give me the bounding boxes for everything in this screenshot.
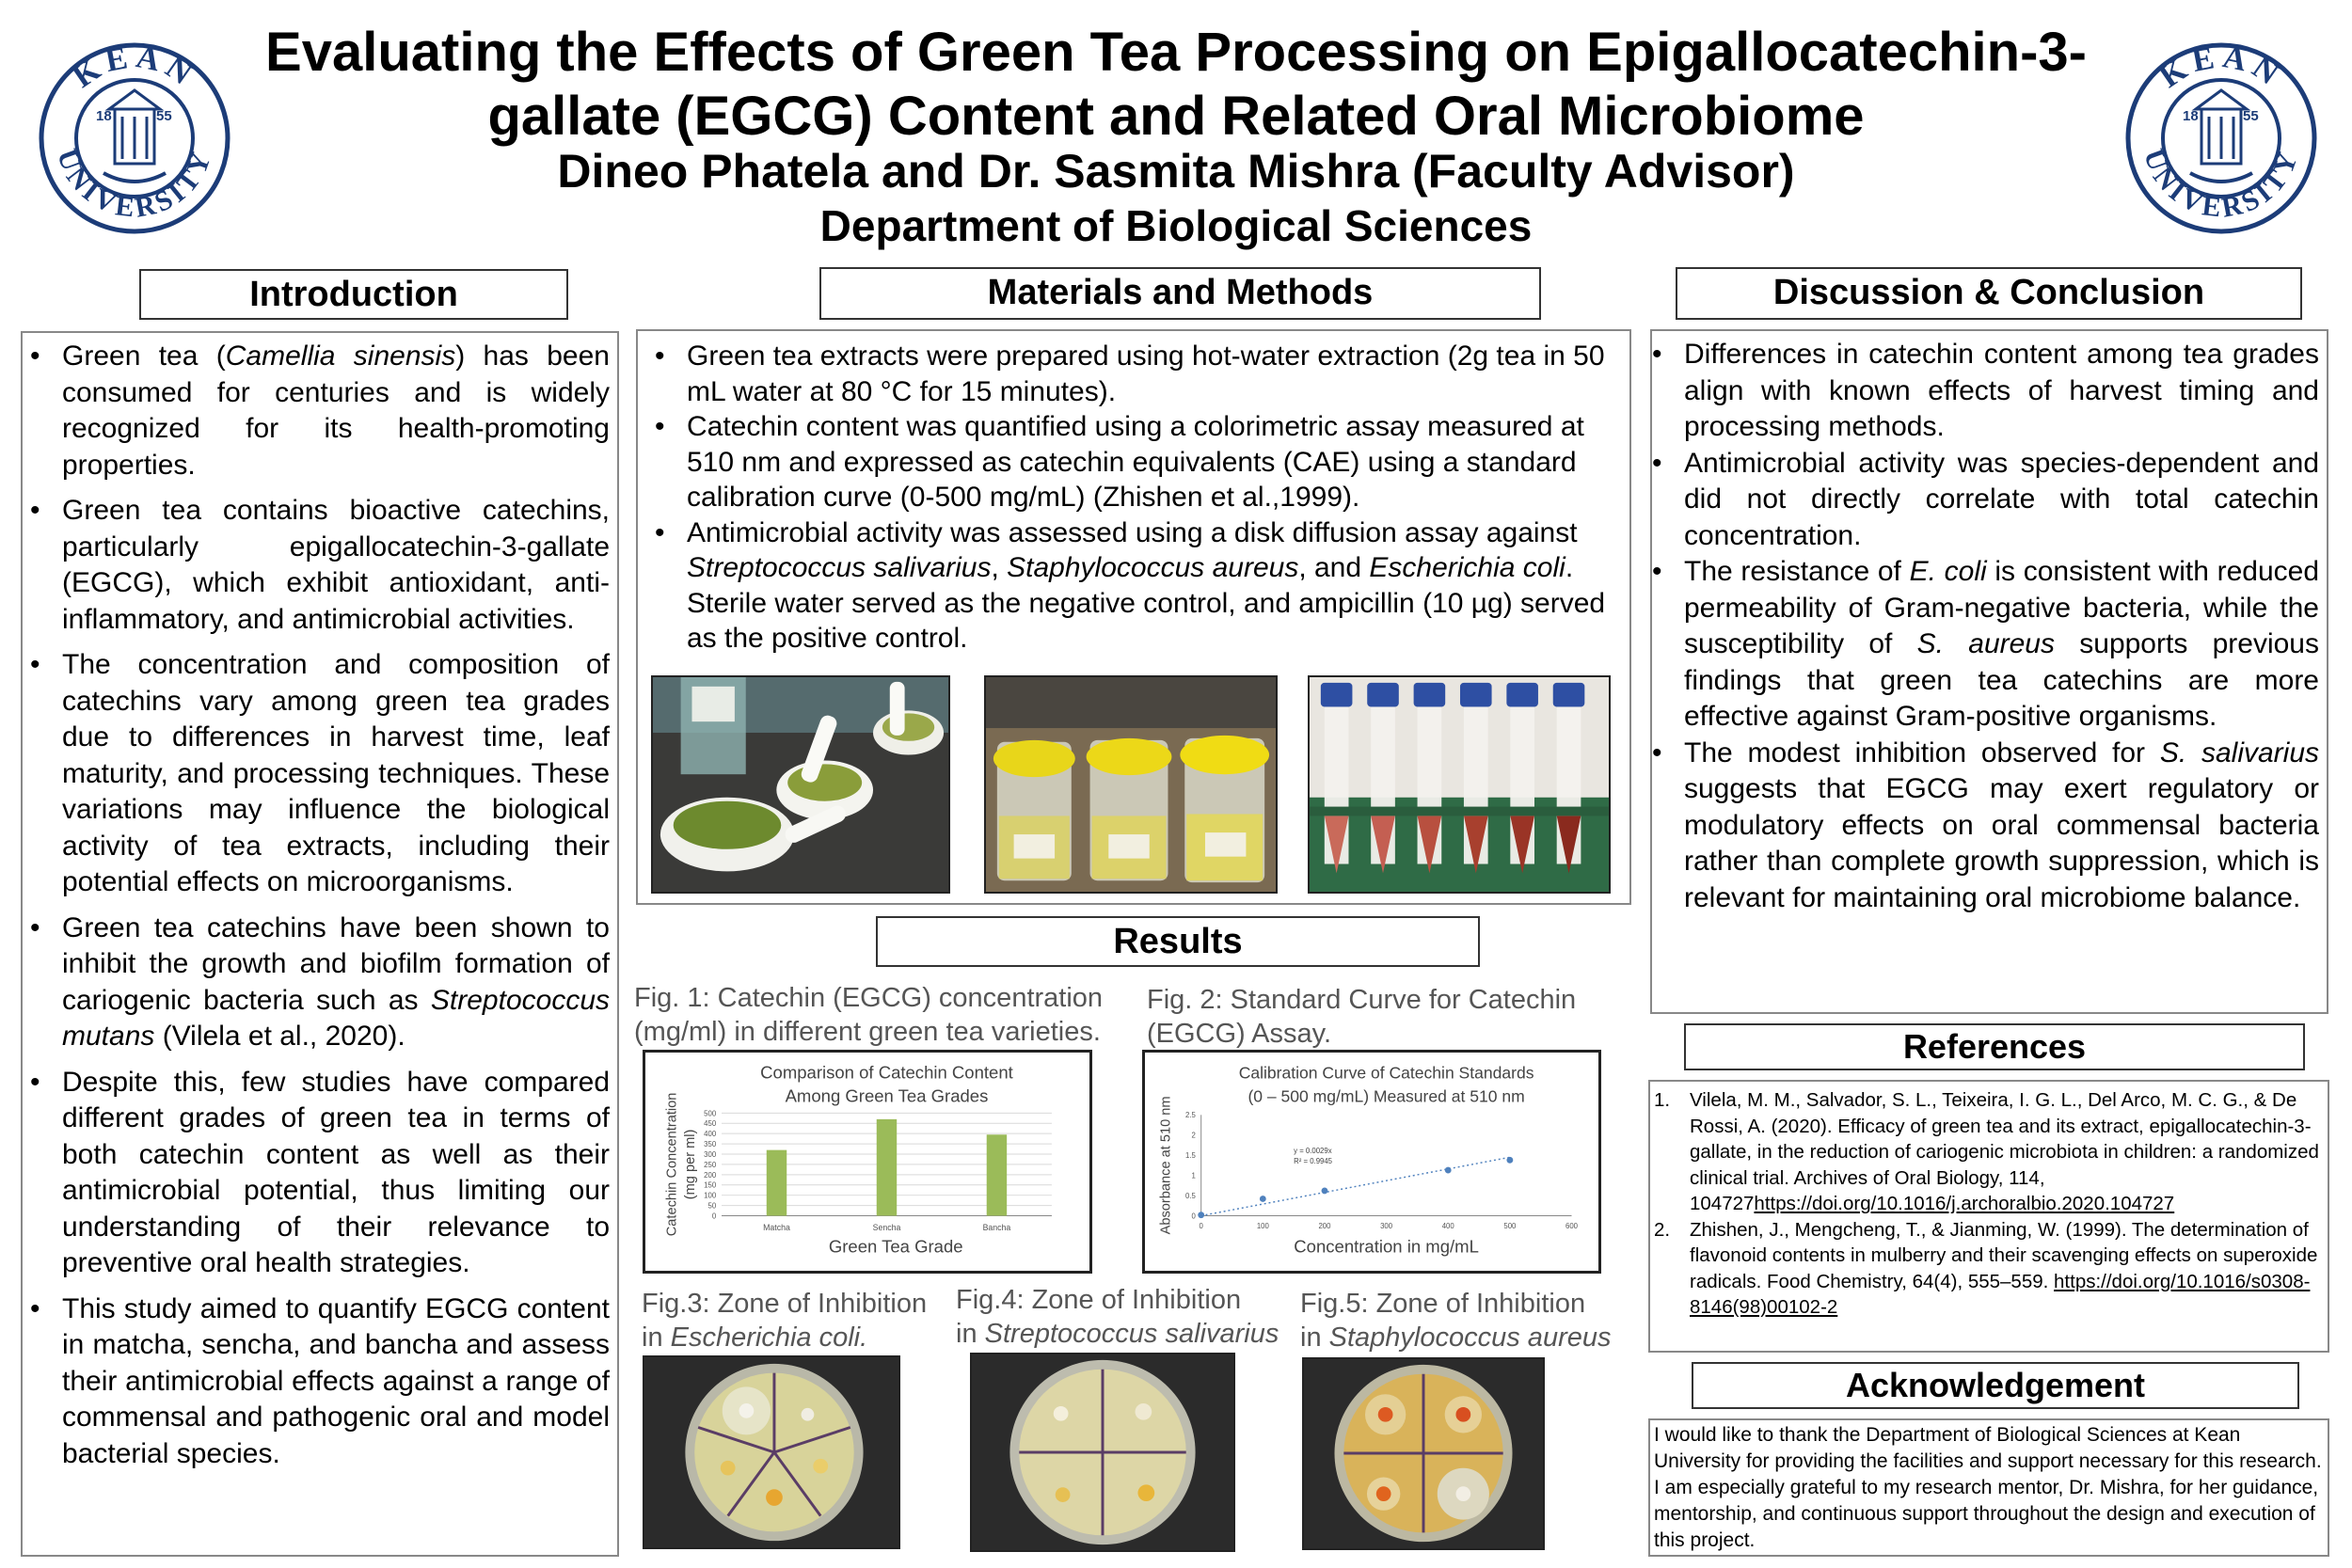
bar [767,1150,787,1216]
plate-saureus-photo [1302,1357,1545,1550]
data-point [1260,1196,1266,1202]
y-tick-label: 1.5 [1185,1151,1196,1161]
bullet-item: • Green tea (Camellia sinensis) has been consumed for centuries and is widely recognized for its health-promoting properties. [30,339,610,483]
chart-title: (0 – 500 mg/mL) Measured at 510 nm [1248,1086,1525,1106]
data-point [1506,1157,1513,1164]
italic-term: Escherichia coli [1369,552,1565,583]
chart-title: Comparison of Catechin Content [760,1062,1013,1083]
bullet-item: • Antimicrobial activity was assessed using a disk diffusion assay against Streptococcus salivarius, Staphylococcus aureus, and Escherichia coli. Sterile water served as the negative control, and ampicillin (10 µg) served as the positive control. [655,515,1624,657]
methods-panel [636,329,1631,905]
reference-link[interactable]: https://doi.org/10.1016/s0308-8146(98)00102-2 [1690,1270,2311,1318]
trendline [1201,1157,1510,1215]
fig1-caption: Fig. 1: Catechin (EGCG) concentration (mg/ml) in different green tea varieties. [634,983,1104,1047]
chart-title: Among Green Tea Grades [785,1085,989,1106]
discussion-heading: Discussion & Conclusion [1676,267,2302,320]
x-tick-label: Matcha [763,1223,790,1233]
x-tick-label: 0 [1199,1222,1203,1231]
acknowledgement-panel [1648,1418,2329,1557]
x-tick-label: 300 [1380,1222,1393,1231]
italic-term: Camellia sinensis [225,341,456,372]
introduction-heading: Introduction [139,269,568,320]
svg-text:UNIVERSITY: UNIVERSITY [2137,145,2306,224]
fig3-caption-line2 [642,1321,952,1354]
y-tick-label: 2 [1191,1131,1196,1140]
y-tick-label: 2.5 [1185,1111,1196,1120]
y-tick-label: 100 [704,1191,717,1200]
references-list [1654,1087,2322,1321]
y-tick-label: 200 [704,1170,717,1180]
reference-link[interactable]: https://doi.org/10.1016/j.archoralbio.2020.104727 [1754,1193,2175,1214]
bullet-item: • The modest inhibition observed for S. salivarius suggests that EGCG may exert regulatory or modulatory effects on oral commensal bacteria rather than complete growth suppression, which is relevant for maintaining oral microbiome balance. [1652,736,2319,917]
x-tick-label: 600 [1565,1222,1578,1231]
plate-ssalivarius-photo [970,1353,1235,1552]
reference-item: 1. Vilela, M. M., Salvador, S. L., Teixeira, I. G. L., Del Arco, M. C. G., & De Rossi, A. (2020). Efficacy of green tea and its extract, epigallocatechin-3-gallate, in the reduction of cariogenic microbiota in children: a randomized clinical trial. Archives of Oral Biology, 114, 104727https://doi.org/10.1016/j.archoralbio.2020.104727 [1654,1089,2319,1214]
y-tick-label: 500 [704,1109,717,1118]
photo-sample-tubes [1308,675,1611,894]
fig2-caption: Fig. 2: Standard Curve for Catechin (EGCG) Assay. [1147,985,1577,1049]
bullet-item: • Antimicrobial activity was species-dependent and did not directly correlate with total catechin concentration. [1652,446,2319,555]
fig4-caption [956,1283,1295,1351]
y-axis-label: (mg per ml) [682,1129,698,1200]
svg-text:UNIVERSITY: UNIVERSITY [50,145,219,224]
italic-term: S. aureus [1916,628,2055,659]
introduction-panel [21,331,619,1557]
y-axis-label: Absorbance at 510 nm [1158,1096,1174,1235]
fig3-caption-in: in [642,1323,671,1353]
italic-term: S. salivarius [2159,736,2320,768]
calibration-curve-chart [1145,1053,1598,1271]
y-tick-label: 50 [707,1201,717,1211]
fig3-caption [642,1287,952,1354]
bullet-item: • Green tea extracts were prepared using hot-water extraction (2g tea in 50 mL water at 80 °C for 15 minutes). [655,339,1624,409]
reference-number: 2. [1654,1218,1671,1241]
fig1-chart [643,1050,1092,1274]
svg-text:55: 55 [156,108,172,124]
fig2-chart [1142,1050,1601,1274]
y-tick-label: 0 [1191,1212,1196,1221]
x-axis-label: Green Tea Grade [828,1236,963,1257]
x-tick-label: 100 [1256,1222,1269,1231]
data-point [1322,1188,1328,1195]
fig3-caption-line1: Fig.3: Zone of Inhibition [642,1289,928,1319]
discussion-panel [1650,329,2328,1014]
italic-term: Staphylococcus aureus [1007,552,1299,583]
y-axis-label: Catechin Concentration [664,1092,680,1237]
methods-list [655,339,1624,657]
chart-title: Calibration Curve of Catechin Standards [1238,1063,1534,1083]
svg-text:KEAN: KEAN [66,41,203,95]
y-tick-label: 1 [1191,1171,1196,1180]
bar [987,1134,1007,1215]
fig5-caption-line2 [1300,1321,1629,1354]
kean-logo-right [2124,41,2318,235]
bullet-item: • Despite this, few studies have compared different grades of green tea in terms of both catechin content as well as their antimicrobial potential, thus limiting our understanding of their relevance to preventive oral health strategies. [30,1065,610,1282]
svg-text:18: 18 [2183,108,2199,124]
acknowledgement-heading: Acknowledgement [1692,1362,2299,1409]
x-tick-label: Sencha [872,1223,901,1233]
fig3-caption-organism: Escherichia coli. [670,1323,868,1353]
italic-term: E. coli [1909,556,1987,587]
data-point [1198,1212,1204,1218]
reference-number: 1. [1654,1089,1671,1111]
bullet-item: • Catechin content was quantified using a colorimetric assay measured at 510 nm and expressed as catechin equivalents (CAE) using a standard calibration curve (0-500 mg/mL) (Zhishen et al.,1999). [655,409,1624,515]
y-tick-label: 450 [704,1119,717,1129]
fig5-caption-line1: Fig.5: Zone of Inhibition [1300,1289,1586,1319]
discussion-list [1652,337,2319,916]
x-tick-label: 500 [1503,1222,1517,1231]
kean-seal-icon [2124,41,2318,235]
y-tick-label: 300 [704,1149,717,1159]
bullet-item: • Green tea contains bioactive catechins, particularly epigallocatechin-3-gallate (EGCG), which exhibit antioxidant, anti-inflammatory, and antimicrobial activities. [30,493,610,638]
y-tick-label: 400 [704,1130,717,1139]
methods-heading: Materials and Methods [819,267,1541,320]
fig5-caption-organism: Staphylococcus aureus [1328,1323,1612,1353]
bullet-item: • The concentration and composition of catechins vary among green tea grades due to differences in harvest time, leaf maturity, and processing techniques. These variations may influence the biological activity of tea extracts, including their potential effects on microorganisms. [30,647,610,901]
catechin-bar-chart [645,1053,1089,1271]
bullet-item: • This study aimed to quantify EGCG content in matcha, sencha, and bancha and assess their antimicrobial effects against a range of commensal and pathogenic oral and model bacterial species. [30,1291,610,1473]
y-tick-label: 0.5 [1185,1191,1196,1200]
fig5-caption [1300,1287,1629,1354]
poster-authors: Dineo Phatela and Dr. Sasmita Mishra (Faculty Advisor) [557,145,1795,198]
x-tick-label: 400 [1441,1222,1454,1231]
bullet-item: • Green tea catechins have been shown to inhibit the growth and biofilm formation of cariogenic bacteria such as Streptococcus mutans (Vilela et al., 2020). [30,911,610,1055]
acknowledgement-text: I would like to thank the Department of Biological Sciences at Kean University for providing the facilities and support necessary for this research. I am especially grateful to my research mentor, Dr. Mishra, for her guidance, mentorship, and continuous support throughout the design and execution of this project. [1654,1424,2322,1551]
y-tick-label: 350 [704,1140,717,1149]
fig4-caption-in: in [956,1319,985,1349]
photo-tea-filtration [984,675,1278,894]
fig4-caption-line1: Fig.4: Zone of Inhibition [956,1285,1242,1315]
bullet-item: • The resistance of E. coli is consistent with reduced permeability of Gram-negative bacteria, while the susceptibility of S. aureus supports previous findings that green tea catechins are more effective against Gram-positive organisms. [1652,554,2319,736]
svg-text:55: 55 [2243,108,2259,124]
fig4-caption-organism: Streptococcus salivarius [984,1319,1279,1349]
italic-term: Streptococcus salivarius [687,552,992,583]
x-tick-label: 200 [1318,1222,1331,1231]
poster-department: Department of Biological Sciences [819,201,1533,250]
results-heading: Results [876,916,1480,967]
italic-term: Streptococcus mutans [62,984,610,1052]
kean-logo-left [38,41,231,235]
svg-text:18: 18 [96,108,112,124]
y-tick-label: 150 [704,1180,717,1190]
references-panel [1648,1080,2329,1353]
photo-tea-grinding [651,675,950,894]
fig4-caption-line2 [956,1317,1295,1351]
x-tick-label: Bancha [982,1223,1011,1233]
y-tick-label: 0 [711,1212,717,1221]
trendline-equation: y = 0.0029x [1294,1147,1332,1156]
introduction-list [30,339,610,1472]
bar [877,1119,897,1216]
fig5-caption-in: in [1300,1323,1329,1353]
references-heading: References [1684,1023,2305,1070]
y-tick-label: 250 [704,1160,717,1169]
poster-title: Evaluating the Effects of Green Tea Processing on Epigallocatechin-3-gallate (EGCG) Content and Related Oral Microbiome [265,22,2087,147]
data-point [1445,1167,1452,1174]
x-axis-label: Concentration in mg/mL [1294,1236,1479,1257]
kean-seal-icon [38,41,231,235]
reference-item: 2. Zhishen, J., Mengcheng, T., & Jianming, W. (1999). The determination of flavonoid contents in mulberry and their scavenging effects on superoxide radicals. Food Chemistry, 64(4), 555–559. https://doi.org/10.1016/s0308-8146(98)00102-2 [1654,1218,2318,1318]
plate-ecoli-photo [643,1355,900,1549]
r-squared-label: R² = 0.9945 [1294,1156,1333,1165]
bullet-item: • Differences in catechin content among tea grades align with known effects of harvest timing and processing methods. [1652,337,2319,446]
svg-text:KEAN: KEAN [2153,41,2290,95]
